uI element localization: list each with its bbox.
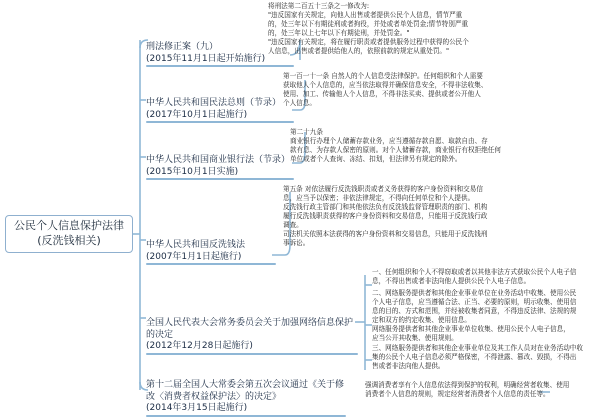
branch-date: (2012年12月28日起施行) — [146, 341, 253, 351]
branch-commercial-bank-law — [146, 155, 294, 178]
branch-network-info-protection-decision — [146, 318, 358, 353]
leaf-network-item-3: 三、网络服务提供者和其他企业事业单位及其工作人员对在业务活动中收 集的公民个人电子信息必须严格保密，不得泄露、篡改、毁损，不得出 售或者非法向他人提供。 — [372, 344, 583, 370]
branch-date: (2014年3月15日起施行) — [146, 403, 248, 413]
branch-civil-law-general — [146, 98, 294, 121]
root-title: 公民个人信息保护法律 — [14, 219, 124, 232]
branch-title: 中华人民共和国商业银行法（节录） — [146, 155, 291, 165]
branch-consumer-protection-decision — [146, 380, 346, 415]
branch-anti-money-laundering-law — [146, 240, 276, 263]
branch-date: (2015年11月1日起开始施行) — [146, 53, 266, 64]
leaf-commercial-bank-text: 第二十九条 商业银行办理个人储蓄存款业务，应当遵循存款自愿、取款自由、存 款有息、为存款人保密的原则。对个人储蓄存款，商业银行有权拒绝任何 单位或者个人查询、冻结、扣划，但法律另有规定的除外。 — [290, 128, 501, 163]
branch-date: (2017年10月1日起施行) — [146, 109, 248, 120]
branch-title: 中华人民共和国反洗钱法 — [146, 240, 246, 250]
branch-title: 第十二届全国人大常委会第五次会议通过《关于修改〈消费者权益保护法〉的决定》 — [146, 380, 345, 402]
branch-date: (2015年10月1日实施) — [146, 166, 239, 177]
branch-date: (2007年1月1日起施行) — [146, 251, 242, 262]
leaf-civil-law-text: 第一百一十一条 自然人的个人信息受法律保护。任何组织和个人需要 获取他人个人信息的，应当依法取得并确保信息安全，不得非法收集、 使用、加工、传输他人个人信息，不得非法买卖、提供或者公开他人 个人信息。 — [283, 72, 488, 107]
root-subtitle: (反洗钱相关) — [37, 234, 101, 247]
branch-title: 刑法修正案（九） — [146, 42, 219, 52]
leaf-network-item-1: 一、任何组织和个人不得窃取或者以其他非法方式获取公民个人电子信 息，不得出售或者非法向他人提供公民个人电子信息。 — [372, 268, 577, 285]
leaf-network-item-2: 二、网络服务提供者和其他企业事业单位在业务活动中收集、使用公民 个人电子信息，应当遵循合法、正当、必要的原则，明示收集、使用信 息的目的、方式和范围，并经被收集者同意，不得违反法律、法规的规 定和双方的约定收集、使用信息。 网络服务提供者和其他企业事业单位收集、使用公民个人电子信息， 应当公开其收集、使用规则。 — [372, 289, 577, 342]
leaf-aml-law-text: 第五条 对依法履行反洗钱职责或者义务获得的客户身份资料和交易信 息，应当予以保密；非依法律规定，不得向任何单位和个人提供。 反洗钱行政主管部门和其他依法负有反洗钱监督管理职责的部门、机构 履行反洗钱职责获得的客户身份资料和交易信息，只能用于反洗钱行政 调查。 司法机关依照本法获得的客户身份资料和交易信息，只能用于反洗钱刑 事诉讼。 — [283, 185, 488, 247]
branch-title: 全国人民代表大会常务委员会关于加强网络信息保护的决定 — [146, 318, 354, 340]
leaf-criminal-law-text: 将刑法第二百五十三条之一修改为: "违反国家有关规定，向他人出售或者提供公民个人信息，情节严重 的，处三年以下有期徒刑或者拘役，并处或者单处罚金;情节特别严重 的，处三年以上七年以下有期徒刑，并处罚金。" "违反国家有关规定，将在履行职责或者提供服务过程中获得的公民个 人信息，出售或者提供给他人的，依照前款的规定从重处罚。" — [268, 2, 469, 55]
branch-title: 中华人民共和国民法总则（节录） — [146, 98, 282, 108]
root-topic — [5, 215, 133, 253]
leaf-consumer-protection-text: 强调消费者享有个人信息依法得到保护的权利，明确经营者收集、使用 消费者个人信息的规则，规定经营者消费者个人信息的责任等。 — [365, 381, 570, 398]
